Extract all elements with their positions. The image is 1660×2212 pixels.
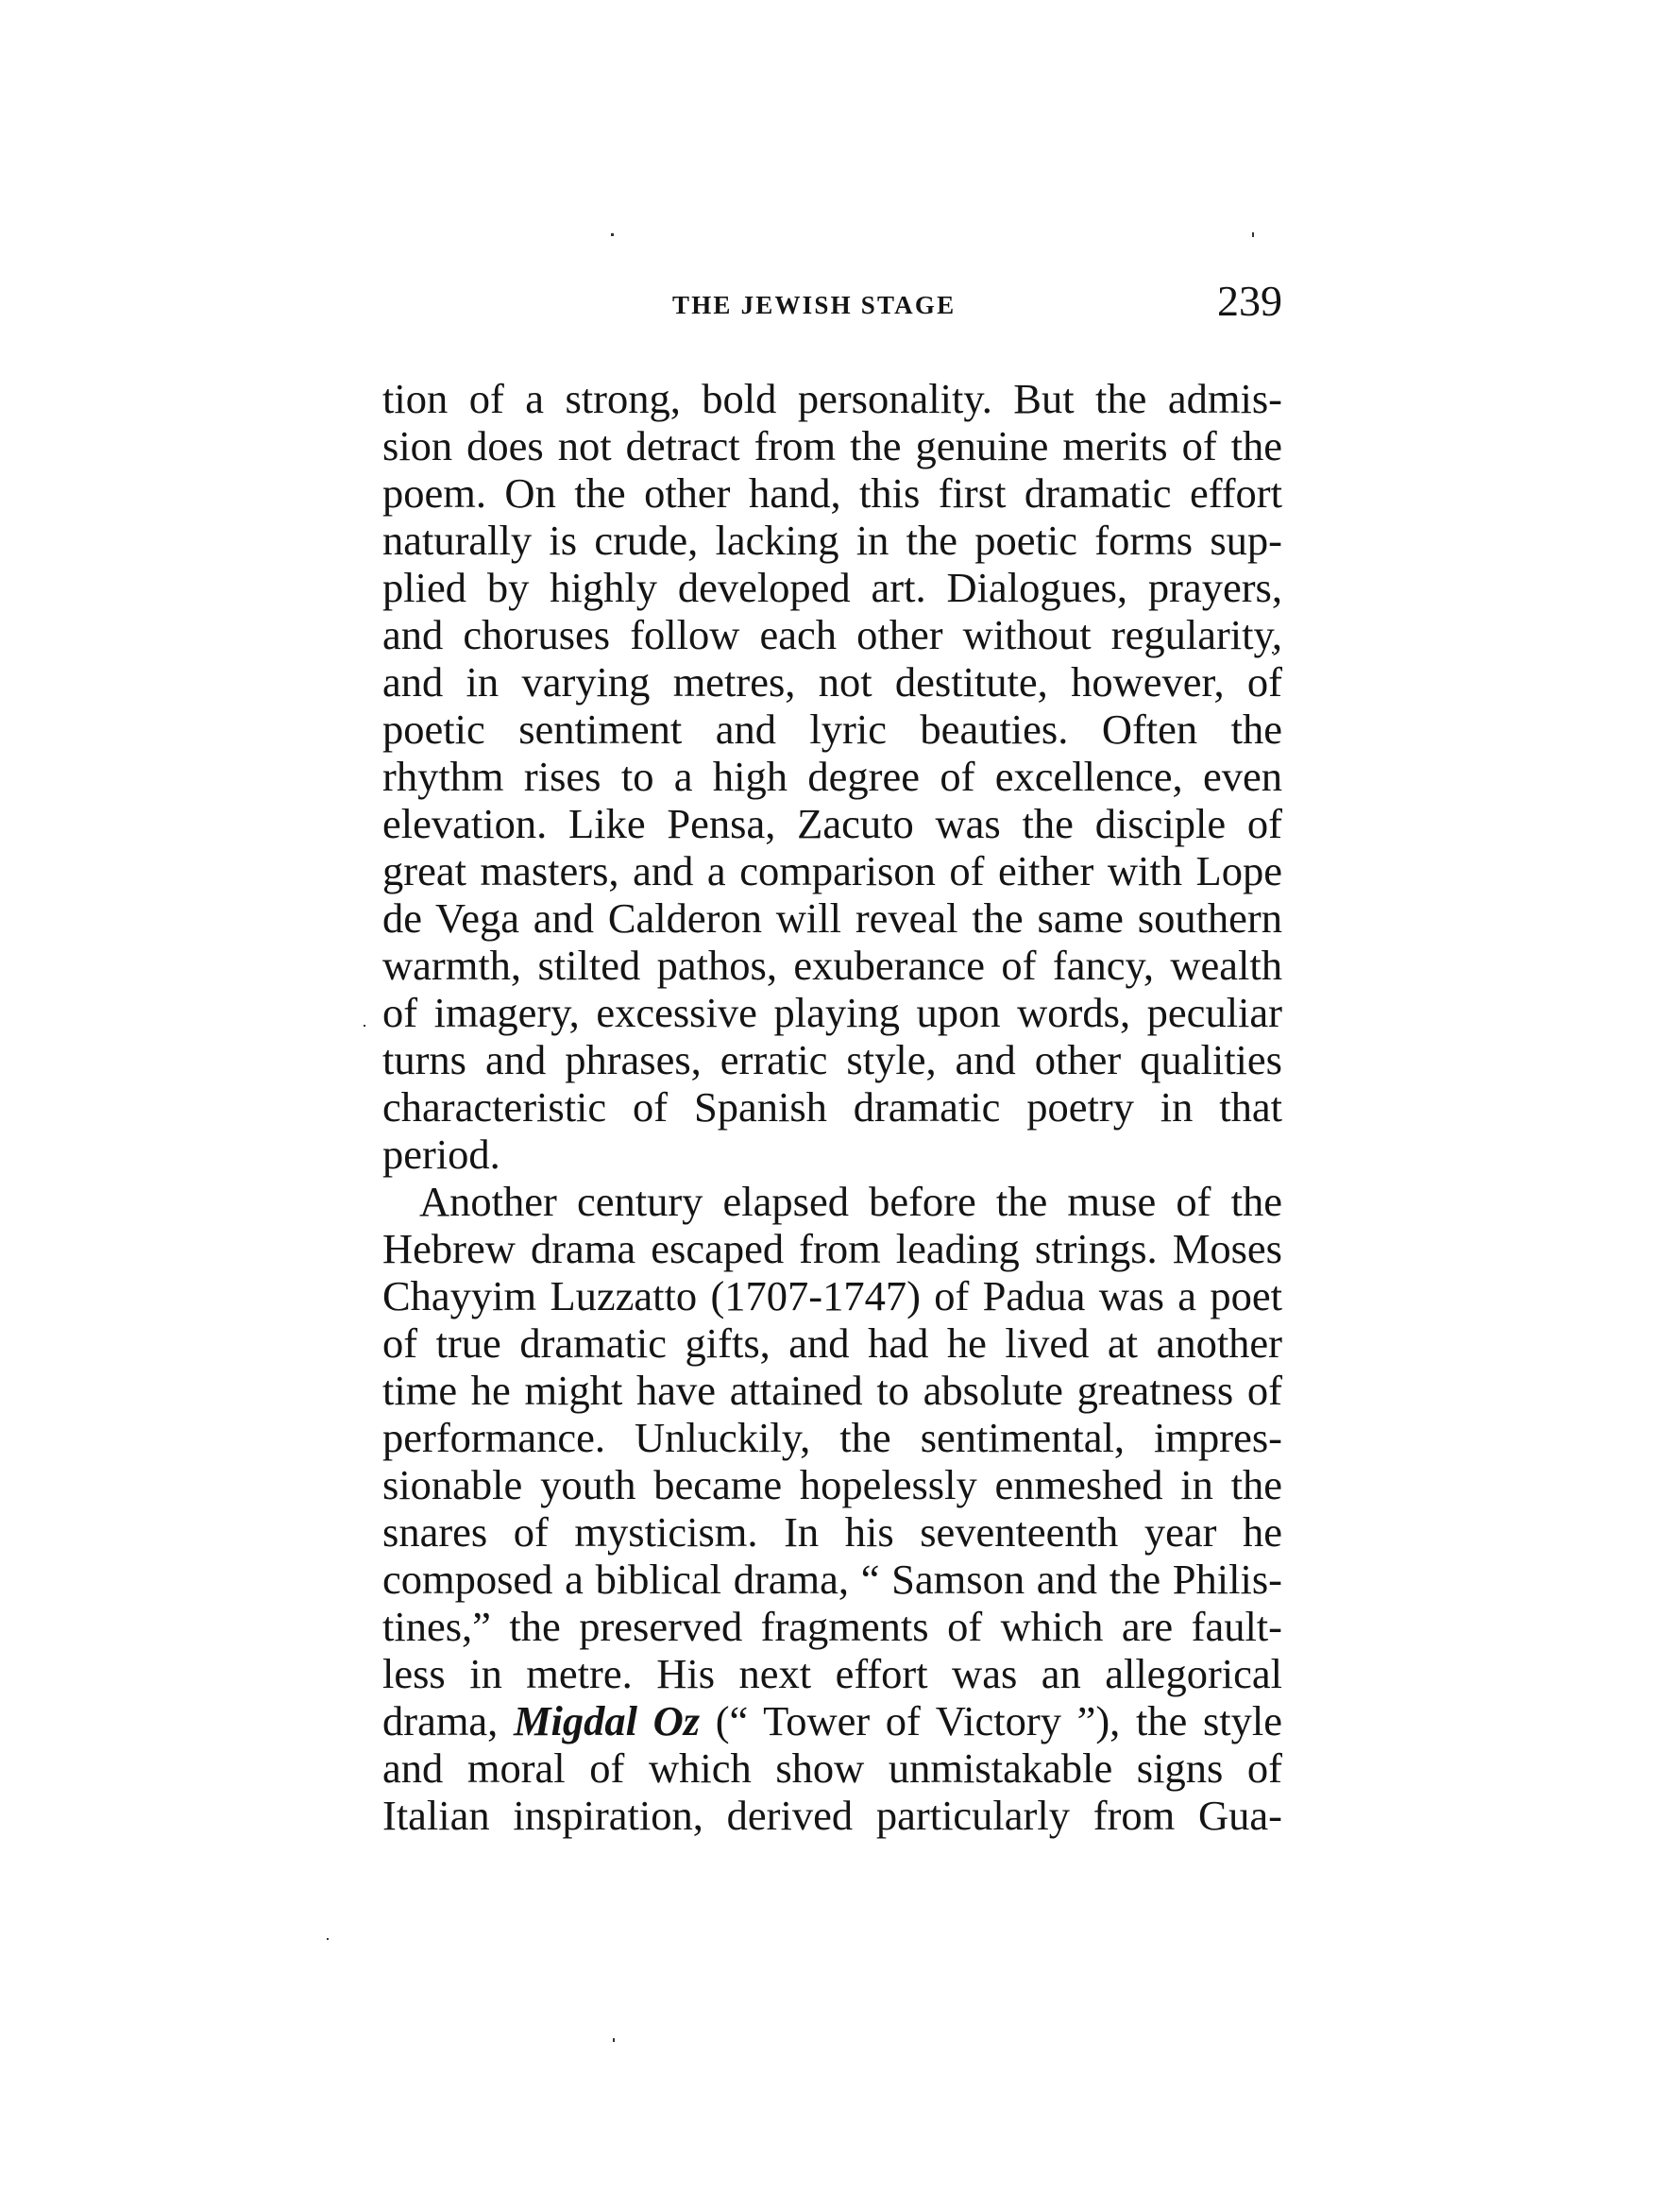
text-line: Hebrew drama escaped from leading strings. Moses xyxy=(382,1225,1282,1272)
text-segment: (“ Tower of Victory ”), the style xyxy=(700,1697,1282,1744)
text-line: warmth, stilted pathos, exuberance of fancy, wealth xyxy=(382,942,1282,989)
scan-speck xyxy=(611,233,614,236)
text-line: of true dramatic gifts, and had he lived at another xyxy=(382,1319,1282,1367)
text-line: period. xyxy=(382,1131,500,1178)
text-line: characteristic of Spanish dramatic poetry in that xyxy=(382,1083,1282,1131)
scan-speck xyxy=(327,1938,329,1940)
running-head-title: THE JEWISH STAGE xyxy=(672,291,957,319)
body-text xyxy=(382,375,1282,1839)
text-line: Italian inspiration, derived particularly from Gua- xyxy=(382,1792,1282,1839)
text-line: sionable youth became hopelessly enmeshed in the xyxy=(382,1461,1282,1508)
text-line: great masters, and a comparison of either with Lope xyxy=(382,847,1282,894)
text-line: time he might have attained to absolute greatness of xyxy=(382,1367,1282,1414)
text-line: tines,” the preserved fragments of which are fault- xyxy=(382,1603,1282,1650)
text-line: of imagery, excessive playing upon words, peculiar xyxy=(382,989,1282,1036)
scan-speck xyxy=(364,1025,365,1027)
text-line: sion does not detract from the genuine merits of the xyxy=(382,422,1282,469)
paragraph xyxy=(382,375,1282,1178)
text-line: performance. Unluckily, the sentimental, impres- xyxy=(382,1414,1282,1461)
text-line: and moral of which show unmistakable signs of xyxy=(382,1744,1282,1792)
text-line: turns and phrases, erratic style, and other qualities xyxy=(382,1036,1282,1083)
text-line: poetic sentiment and lyric beauties. Often the xyxy=(382,706,1282,753)
scan-speck xyxy=(613,2038,615,2042)
running-head xyxy=(382,277,1282,331)
text-line: Another century elapsed before the muse of the xyxy=(419,1178,1282,1225)
text-line: composed a biblical drama, “ Samson and the Philis- xyxy=(382,1556,1282,1603)
text-line: Chayyim Luzzatto (1707-1747) of Padua was a poet xyxy=(382,1272,1282,1319)
text-line: poem. On the other hand, this first dramatic effort xyxy=(382,469,1282,517)
text-line: tion of a strong, bold personality. But the admis- xyxy=(382,375,1282,422)
text-line: and in varying metres, not destitute, however, of xyxy=(382,658,1282,706)
text-line: snares of mysticism. In his seventeenth year he xyxy=(382,1508,1282,1556)
text-line: less in metre. His next effort was an allegorical xyxy=(382,1650,1282,1697)
text-line: elevation. Like Pensa, Zacuto was the disciple of xyxy=(382,800,1282,847)
text-segment: drama, xyxy=(382,1697,514,1744)
text-line: plied by highly developed art. Dialogues, prayers, xyxy=(382,564,1282,611)
text-line: naturally is crude, lacking in the poetic forms sup- xyxy=(382,517,1282,564)
text-line: rhythm rises to a high degree of excellence, even xyxy=(382,753,1282,800)
italic-title: Migdal Oz xyxy=(513,1697,701,1744)
paragraph xyxy=(382,1178,1282,1839)
page-number: 239 xyxy=(1217,277,1282,325)
text-line: and choruses follow each other without regularity, xyxy=(382,611,1282,658)
text-line: de Vega and Calderon will reveal the same southern xyxy=(382,894,1282,942)
scan-speck xyxy=(1252,232,1254,237)
text-line-with-italic-title xyxy=(382,1697,1282,1744)
